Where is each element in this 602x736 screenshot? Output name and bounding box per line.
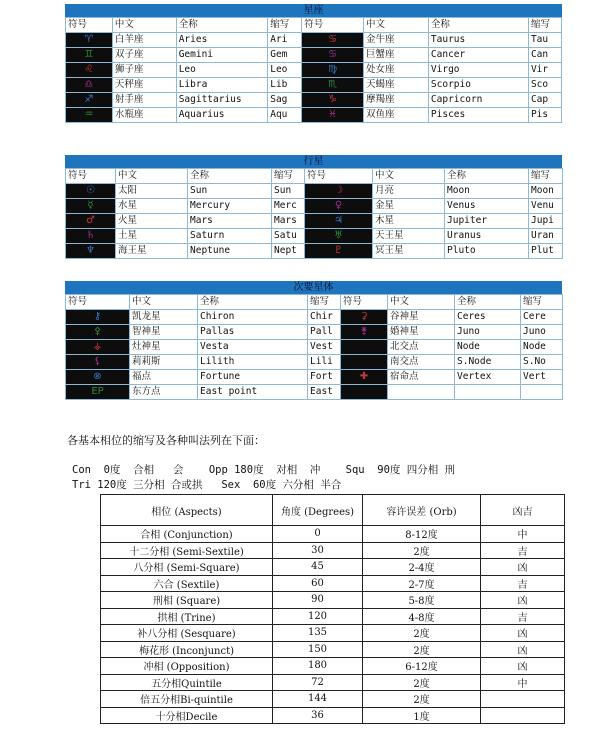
astro-symbol-icon: ♏	[328, 79, 338, 90]
symbol-cell	[302, 63, 364, 78]
symbol-cell	[66, 78, 113, 93]
abbreviation-cell	[521, 385, 563, 400]
aspect-name-cell: 六合 (Sextile)	[101, 575, 273, 592]
astro-symbol-icon: ♋	[328, 49, 338, 60]
minor-row	[66, 385, 563, 400]
aspect-row	[101, 625, 565, 642]
chinese-name-cell: 火星	[116, 214, 188, 229]
aspect-luck-cell: 凶	[481, 592, 565, 609]
full-name-cell: Mercury	[188, 199, 272, 214]
aspect-luck-cell: 凶	[481, 658, 565, 675]
aspect-orb-cell: 2度	[363, 542, 481, 559]
chinese-name-cell: 谷神星	[388, 310, 455, 325]
zodiac-header-cell: 符号	[66, 18, 113, 33]
aspect-orb-cell: 2-7度	[363, 575, 481, 592]
aspect-degree-cell: 45	[273, 559, 363, 576]
zodiac-row	[66, 108, 562, 123]
symbol-cell	[66, 33, 113, 48]
astro-symbol-icon: ♂	[86, 215, 95, 226]
abbreviation-cell: Vert	[521, 370, 563, 385]
symbol-cell	[341, 310, 388, 325]
planets-header-cell: 符号	[66, 169, 116, 184]
astro-symbol-icon: ♅	[334, 230, 343, 241]
full-name-cell: Pallas	[198, 325, 308, 340]
aspect-degree-cell: 135	[273, 625, 363, 642]
minor-header-cell: 符号	[66, 295, 130, 310]
symbol-cell	[305, 214, 373, 229]
minor-table	[65, 294, 563, 400]
chinese-name-cell: 天秤座	[112, 78, 176, 93]
symbol-cell	[302, 93, 364, 108]
chinese-name-cell: 南交点	[388, 355, 455, 370]
aspect-name-cell: 梅花形 (Inconjunct)	[101, 641, 273, 658]
full-name-cell: Ceres	[455, 310, 521, 325]
symbol-cell	[341, 340, 388, 355]
abbreviation-cell: Cap	[528, 93, 561, 108]
zodiac-header-cell: 缩写	[528, 18, 561, 33]
aspect-luck-cell: 吉	[481, 608, 565, 625]
minor-header-cell: 中文	[130, 295, 198, 310]
astro-symbol-icon: ⚶	[93, 341, 102, 352]
chinese-name-cell: 冥王星	[373, 244, 445, 259]
aspect-name-cell: 补八分相 (Sesquare)	[101, 625, 273, 642]
chinese-name-cell: 婚神星	[388, 325, 455, 340]
aspect-degree-cell: 180	[273, 658, 363, 675]
minor-header-cell: 符号	[341, 295, 388, 310]
chinese-name-cell: 东方点	[130, 385, 198, 400]
symbol-cell	[66, 184, 116, 199]
chinese-name-cell: 双子座	[112, 48, 176, 63]
minor-row	[66, 325, 563, 340]
chinese-name-cell: 处女座	[363, 63, 428, 78]
minor-table-block	[65, 281, 562, 400]
full-name-cell: S.Node	[455, 355, 521, 370]
symbol-cell	[305, 184, 373, 199]
minor-header-cell: 全称	[198, 295, 308, 310]
aspect-row	[101, 559, 565, 576]
astro-symbol-icon: EP	[91, 386, 104, 397]
full-name-cell: Fortune	[198, 370, 308, 385]
chinese-name-cell: 木星	[373, 214, 445, 229]
chinese-name-cell: 土星	[116, 229, 188, 244]
full-name-cell: Aquarius	[176, 108, 268, 123]
planets-row	[66, 214, 563, 229]
aspect-luck-cell: 中	[481, 526, 565, 543]
chinese-name-cell: 天王星	[373, 229, 445, 244]
minor-header-cell: 中文	[388, 295, 455, 310]
abbreviation-cell: Vir	[528, 63, 561, 78]
astro-symbol-icon: ♋	[328, 34, 338, 45]
aspect-degree-cell: 36	[273, 707, 363, 724]
symbol-cell	[341, 355, 388, 370]
full-name-cell: Virgo	[428, 63, 528, 78]
symbol-cell	[66, 214, 116, 229]
full-name-cell: Chiron	[198, 310, 308, 325]
aspect-orb-cell: 1度	[363, 707, 481, 724]
aspect-orb-cell: 8-12度	[363, 526, 481, 543]
symbol-cell	[66, 385, 130, 400]
aspect-row	[101, 608, 565, 625]
symbol-cell	[66, 355, 130, 370]
full-name-cell: Moon	[445, 184, 529, 199]
planets-header-cell: 中文	[373, 169, 445, 184]
chinese-name-cell: 莉莉斯	[130, 355, 198, 370]
aspect-row	[101, 658, 565, 675]
abbreviation-cell: Sun	[272, 184, 305, 199]
planets-table	[65, 168, 563, 259]
full-name-cell: Aries	[176, 33, 268, 48]
chinese-name-cell: 北交点	[388, 340, 455, 355]
astro-symbol-icon: ♈	[84, 34, 94, 45]
symbol-cell	[66, 325, 130, 340]
zodiac-header-cell: 全称	[428, 18, 528, 33]
aspect-orb-cell: 2度	[363, 691, 481, 708]
astro-symbol-icon: ♒	[84, 109, 94, 120]
planets-header-row	[66, 169, 563, 184]
aspect-row	[101, 526, 565, 543]
full-name-cell: Node	[455, 340, 521, 355]
zodiac-header-cell: 中文	[363, 18, 428, 33]
chinese-name-cell: 太阳	[116, 184, 188, 199]
chinese-name-cell: 巨蟹座	[363, 48, 428, 63]
aspects-header-cell: 容许误差 (Orb)	[363, 495, 481, 526]
astro-symbol-icon: ♆	[86, 245, 95, 256]
symbol-cell	[302, 108, 364, 123]
abbreviation-cell: Vest	[308, 340, 341, 355]
abbreviation-cell: Leo	[268, 63, 302, 78]
abbreviation-cell: Satu	[272, 229, 305, 244]
abbreviation-cell: S.No	[521, 355, 563, 370]
astro-symbol-icon: ♍	[328, 64, 338, 75]
aspect-orb-cell: 5-8度	[363, 592, 481, 609]
symbol-cell	[66, 310, 130, 325]
aspect-name-cell: 合相 (Conjunction)	[101, 526, 273, 543]
astro-symbol-icon: ♀	[334, 200, 343, 211]
zodiac-row	[66, 93, 562, 108]
aspect-row	[101, 707, 565, 724]
abbreviation-cell: Sag	[268, 93, 302, 108]
chinese-name-cell: 灶神星	[130, 340, 198, 355]
chinese-name-cell: 天蝎座	[363, 78, 428, 93]
full-name-cell: Taurus	[428, 33, 528, 48]
minor-header-row	[66, 295, 563, 310]
abbreviation-cell: Juno	[521, 325, 563, 340]
chinese-name-cell: 宿命点	[388, 370, 455, 385]
aspect-orb-cell: 2度	[363, 641, 481, 658]
minor-header-cell: 缩写	[308, 295, 341, 310]
symbol-cell	[66, 340, 130, 355]
symbol-cell	[66, 108, 113, 123]
symbol-cell	[341, 325, 388, 340]
minor-row	[66, 310, 563, 325]
chinese-name-cell: 福点	[130, 370, 198, 385]
abbreviation-cell: Lib	[268, 78, 302, 93]
aspect-orb-cell: 2度	[363, 625, 481, 642]
abbreviation-cell: Plut	[529, 244, 563, 259]
chinese-name-cell: 白羊座	[112, 33, 176, 48]
aspect-name-cell: 冲相 (Opposition)	[101, 658, 273, 675]
astro-symbol-icon: ♓	[328, 109, 338, 120]
symbol-cell	[66, 370, 130, 385]
full-name-cell	[455, 385, 521, 400]
zodiac-row	[66, 33, 562, 48]
aspect-degree-cell: 90	[273, 592, 363, 609]
zodiac-row	[66, 48, 562, 63]
astro-symbol-icon: ⚵	[360, 326, 368, 337]
astro-symbol-icon: ♄	[86, 230, 95, 241]
zodiac-title: 星座	[65, 4, 562, 17]
full-name-cell: Vertex	[455, 370, 521, 385]
chinese-name-cell: 智神星	[130, 325, 198, 340]
minor-row	[66, 355, 563, 370]
astro-symbol-icon: ⚳	[360, 311, 368, 322]
symbol-cell	[66, 229, 116, 244]
astro-symbol-icon: ♊	[84, 49, 94, 60]
abbreviation-cell: Can	[528, 48, 561, 63]
minor-row	[66, 340, 563, 355]
planets-table-block	[65, 155, 562, 259]
zodiac-header-cell: 缩写	[268, 18, 302, 33]
symbol-cell	[302, 33, 364, 48]
aspect-row	[101, 542, 565, 559]
planets-header-cell: 全称	[445, 169, 529, 184]
aspect-luck-cell: 凶	[481, 625, 565, 642]
astro-symbol-icon: ♑	[328, 94, 338, 105]
symbol-cell	[305, 244, 373, 259]
full-name-cell: Sagittarius	[176, 93, 268, 108]
aspect-row	[101, 592, 565, 609]
full-name-cell: Vesta	[198, 340, 308, 355]
chinese-name-cell: 摩羯座	[363, 93, 428, 108]
aspect-luck-cell: 中	[481, 674, 565, 691]
symbol-cell	[305, 229, 373, 244]
aspect-orb-cell: 2度	[363, 674, 481, 691]
full-name-cell: Mars	[188, 214, 272, 229]
abbreviation-cell: Lili	[308, 355, 341, 370]
aspect-orb-cell: 2-4度	[363, 559, 481, 576]
aspect-degree-cell: 30	[273, 542, 363, 559]
full-name-cell: Pluto	[445, 244, 529, 259]
full-name-cell: Juno	[455, 325, 521, 340]
minor-title: 次要星体	[65, 281, 562, 294]
planets-row	[66, 184, 563, 199]
aspects-table	[100, 494, 565, 724]
astro-symbol-icon: ✚	[359, 371, 369, 382]
aspect-orb-cell: 6-12度	[363, 658, 481, 675]
symbol-cell	[66, 48, 113, 63]
full-name-cell: Uranus	[445, 229, 529, 244]
aspect-name-cell: 倍五分相Bi-quintile	[101, 691, 273, 708]
aspect-name-cell: 十分相Decile	[101, 707, 273, 724]
aspects-header-cell: 角度 (Degrees)	[273, 495, 363, 526]
zodiac-header-row	[66, 18, 562, 33]
astro-symbol-icon: ♐	[84, 94, 94, 105]
aspect-degree-cell: 144	[273, 691, 363, 708]
full-name-cell: Lilith	[198, 355, 308, 370]
symbol-cell	[66, 199, 116, 214]
abbreviation-cell: Cere	[521, 310, 563, 325]
astro-symbol-icon: ☉	[86, 185, 95, 196]
aspects-header-cell: 凶吉	[481, 495, 565, 526]
aspect-orb-cell: 4-8度	[363, 608, 481, 625]
abbreviation-cell: Ari	[268, 33, 302, 48]
chinese-name-cell: 月亮	[373, 184, 445, 199]
minor-header-cell: 全称	[455, 295, 521, 310]
aspects-header-row	[101, 495, 565, 526]
aspect-name-cell: 八分相 (Semi-Square)	[101, 559, 273, 576]
chinese-name-cell: 射手座	[112, 93, 176, 108]
full-name-cell: Scorpio	[428, 78, 528, 93]
aspect-degree-cell: 120	[273, 608, 363, 625]
astro-symbol-icon: ♃	[334, 215, 343, 226]
aspect-luck-cell	[481, 691, 565, 708]
chinese-name-cell: 水瓶座	[112, 108, 176, 123]
aspect-row	[101, 674, 565, 691]
aspect-row	[101, 575, 565, 592]
abbreviation-cell: Tau	[528, 33, 561, 48]
abbreviation-cell: Pall	[308, 325, 341, 340]
abbreviation-cell: Venu	[529, 199, 563, 214]
full-name-cell: Pisces	[428, 108, 528, 123]
zodiac-header-cell: 全称	[176, 18, 268, 33]
full-name-cell: Capricorn	[428, 93, 528, 108]
aspect-luck-cell: 凶	[481, 559, 565, 576]
aspect-degree-cell: 60	[273, 575, 363, 592]
planets-row	[66, 199, 563, 214]
astro-symbol-icon: ☽	[334, 185, 343, 196]
chinese-name-cell: 水星	[116, 199, 188, 214]
full-name-cell: Sun	[188, 184, 272, 199]
symbol-cell	[66, 93, 113, 108]
minor-header-cell: 缩写	[521, 295, 563, 310]
aspect-abbreviations-line-2: Tri 120度 三分相 合或拱 Sex 60度 六分相 半合	[72, 479, 342, 491]
planets-row	[66, 229, 563, 244]
symbol-cell	[66, 63, 113, 78]
symbol-cell	[305, 199, 373, 214]
aspect-degree-cell: 0	[273, 526, 363, 543]
abbreviation-cell: Chir	[308, 310, 341, 325]
zodiac-header-cell: 中文	[112, 18, 176, 33]
abbreviation-cell: Aqu	[268, 108, 302, 123]
full-name-cell: East point	[198, 385, 308, 400]
astro-symbol-icon: ⚴	[93, 326, 102, 337]
full-name-cell: Gemini	[176, 48, 268, 63]
symbol-cell	[341, 385, 388, 400]
astro-symbol-icon: ⊗	[93, 371, 102, 382]
abbreviation-cell: Jupi	[529, 214, 563, 229]
aspect-name-cell: 十二分相 (Semi-Sextile)	[101, 542, 273, 559]
zodiac-table-block	[65, 4, 562, 123]
aspect-luck-cell	[481, 707, 565, 724]
chinese-name-cell: 凯龙星	[130, 310, 198, 325]
aspect-name-cell: 刑相 (Square)	[101, 592, 273, 609]
minor-row	[66, 370, 563, 385]
zodiac-header-cell: 符号	[302, 18, 364, 33]
astro-symbol-icon: ♇	[334, 245, 343, 256]
abbreviation-cell: Pis	[528, 108, 561, 123]
astro-symbol-icon: ⚸	[93, 356, 102, 367]
astro-symbol-icon: ☿	[87, 200, 94, 211]
aspects-intro-note: 各基本相位的缩写及各种叫法列在下面：	[67, 434, 265, 447]
aspects-header-cell: 相位 (Aspects)	[101, 495, 273, 526]
aspect-name-cell: 拱相 (Trine)	[101, 608, 273, 625]
abbreviation-cell: Mars	[272, 214, 305, 229]
aspect-row	[101, 641, 565, 658]
abbreviation-cell: East	[308, 385, 341, 400]
full-name-cell: Neptune	[188, 244, 272, 259]
planets-row	[66, 244, 563, 259]
full-name-cell: Leo	[176, 63, 268, 78]
aspect-luck-cell: 吉	[481, 575, 565, 592]
full-name-cell: Jupiter	[445, 214, 529, 229]
aspect-degree-cell: 150	[273, 641, 363, 658]
abbreviation-cell: Node	[521, 340, 563, 355]
full-name-cell: Saturn	[188, 229, 272, 244]
chinese-name-cell: 海王星	[116, 244, 188, 259]
aspect-abbreviations-line-1: Con 0度 合相 会 Opp 180度 对相 冲 Squ 90度 四分相 刑	[72, 464, 456, 476]
zodiac-row	[66, 63, 562, 78]
chinese-name-cell: 双鱼座	[363, 108, 428, 123]
abbreviation-cell: Gem	[268, 48, 302, 63]
planets-header-cell: 中文	[116, 169, 188, 184]
full-name-cell: Venus	[445, 199, 529, 214]
full-name-cell: Cancer	[428, 48, 528, 63]
planets-header-cell: 符号	[305, 169, 373, 184]
symbol-cell	[302, 48, 364, 63]
astro-symbol-icon: ♎	[84, 79, 94, 90]
chinese-name-cell: 金牛座	[363, 33, 428, 48]
astro-symbol-icon: ⚷	[93, 311, 102, 322]
planets-header-cell: 缩写	[272, 169, 305, 184]
symbol-cell	[302, 78, 364, 93]
aspect-degree-cell: 72	[273, 674, 363, 691]
abbreviation-cell: Merc	[272, 199, 305, 214]
abbreviation-cell: Moon	[529, 184, 563, 199]
astro-symbol-icon: ♌	[84, 64, 94, 75]
symbol-cell	[341, 370, 388, 385]
aspect-name-cell: 五分相Quintile	[101, 674, 273, 691]
full-name-cell: Libra	[176, 78, 268, 93]
chinese-name-cell	[388, 385, 455, 400]
chinese-name-cell: 金星	[373, 199, 445, 214]
aspect-luck-cell: 吉	[481, 542, 565, 559]
aspect-luck-cell: 凶	[481, 641, 565, 658]
abbreviation-cell: Sco	[528, 78, 561, 93]
planets-header-cell: 缩写	[529, 169, 563, 184]
symbol-cell	[66, 244, 116, 259]
planets-title: 行星	[65, 155, 562, 168]
zodiac-row	[66, 78, 562, 93]
aspect-row	[101, 691, 565, 708]
abbreviation-cell: Uran	[529, 229, 563, 244]
chinese-name-cell: 狮子座	[112, 63, 176, 78]
zodiac-table	[65, 17, 562, 123]
abbreviation-cell: Nept	[272, 244, 305, 259]
abbreviation-cell: Fort	[308, 370, 341, 385]
planets-header-cell: 全称	[188, 169, 272, 184]
